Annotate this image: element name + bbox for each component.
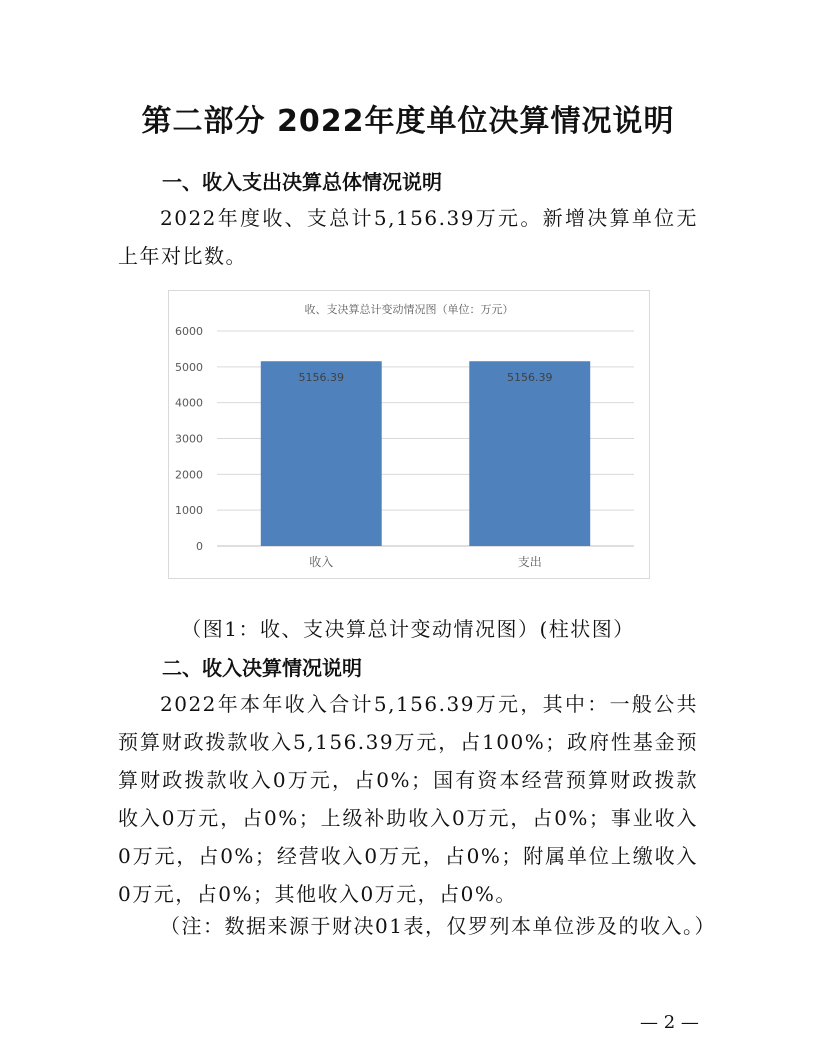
x-category-label: 收入 <box>309 555 334 569</box>
y-tick-label: 3000 <box>175 432 203 446</box>
bar-data-label: 5156.39 <box>507 371 553 385</box>
page-title: 第二部分 2022年度单位决算情况说明 <box>141 104 675 139</box>
section-heading-income-expense: 一、收入支出决算总体情况说明 <box>162 170 442 194</box>
section-paragraph-income: 2022年本年收入合计5,156.39万元，其中：一般公共预算财政拨款收入5,156.39万元，占100%；政府性基金预算财政拨款收入0万元，占0%；国有资本经营预算财政拨款收入0万元，占0%；上级补助收入0万元，占0%；事业收入0万元，占0%；经营收入0万元，占0%；附属单位上缴收入0万元，占0%；其他收入0万元，占0%。 <box>118 692 698 906</box>
y-tick-label: 6000 <box>175 325 203 338</box>
y-tick-label: 1000 <box>175 504 203 518</box>
y-tick-label: 5000 <box>175 360 203 374</box>
y-tick-label: 0 <box>196 540 203 553</box>
chart-title: 收、支决算总计变动情况图（单位：万元） <box>304 303 514 316</box>
section-heading-income: 二、收入决算情况说明 <box>162 656 362 680</box>
y-tick-label: 2000 <box>175 468 203 482</box>
y-tick-label: 4000 <box>175 396 203 410</box>
bar-chart-svg <box>169 291 649 578</box>
data-source-note: （注：数据来源于财决01表，仅罗列本单位涉及的收入。） <box>160 914 716 938</box>
bar-chart <box>168 290 650 579</box>
bar-income <box>261 361 382 546</box>
page-number: — 2 — <box>640 1012 699 1033</box>
figure-caption: （图1：收、支决算总计变动情况图）(柱状图） <box>181 617 635 641</box>
bar-expense <box>469 361 590 546</box>
section-paragraph-income-expense: 2022年度收、支总计5,156.39万元。新增决算单位无上年对比数。 <box>118 206 698 268</box>
x-category-label: 支出 <box>517 555 542 569</box>
bar-data-label: 5156.39 <box>298 371 344 385</box>
